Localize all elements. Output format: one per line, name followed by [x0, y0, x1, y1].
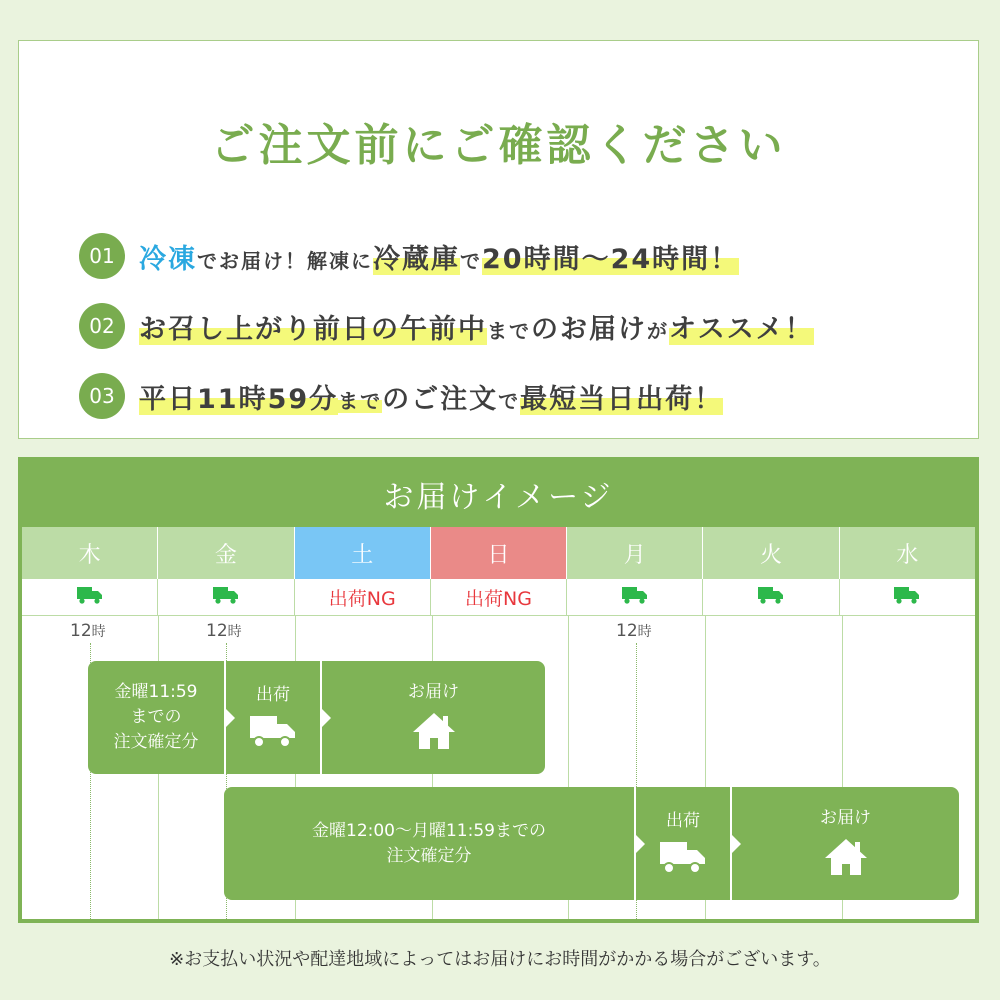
day-mon: 月: [567, 527, 703, 579]
ship-segment: 出荷: [636, 787, 730, 900]
truck-icon: [213, 586, 239, 609]
notice-card: [18, 40, 979, 439]
ship-thu: [22, 579, 158, 615]
day-row: [22, 527, 975, 579]
time-label-thu: 12時: [70, 621, 106, 641]
point-number: 03: [79, 373, 125, 419]
delivery-bar-weekday: [88, 661, 545, 774]
point-number: 01: [79, 233, 125, 279]
time-label-mon: 12時: [616, 621, 652, 641]
day-fri: 金: [158, 527, 294, 579]
point-01: 01 冷凍でお届け！解凍に冷蔵庫で20時間〜24時間！: [79, 231, 739, 281]
ship-wed: [840, 579, 975, 615]
deliver-segment: お届け: [732, 787, 959, 900]
day-thu: 木: [22, 527, 158, 579]
day-sat: 土: [295, 527, 431, 579]
delivery-bar-weekend: [224, 787, 959, 900]
shipping-row: [22, 579, 975, 616]
day-sun: 日: [431, 527, 567, 579]
point-03: 03 平日11時59分までのご注文で最短当日出荷！: [79, 371, 723, 421]
point-02: 02 お召し上がり前日の午前中までのお届けがオススメ！: [79, 301, 814, 351]
point-number: 02: [79, 303, 125, 349]
truck-icon: [77, 586, 103, 609]
footnote: ※お支払い状況や配達地域によってはお届けにお時間がかかる場合がございます。: [169, 949, 831, 970]
schedule-header: お届けイメージ: [22, 461, 975, 527]
ship-fri: [158, 579, 294, 615]
truck-icon: [894, 586, 920, 609]
order-cutoff-text: 金曜12:00〜月曜11:59までの 注文確定分: [312, 820, 546, 866]
truck-icon: [622, 586, 648, 609]
time-label-fri: 12時: [206, 621, 242, 641]
deliver-segment: お届け: [322, 661, 545, 774]
ship-segment: 出荷: [226, 661, 320, 774]
truck-icon: [660, 840, 706, 878]
day-tue: 火: [703, 527, 839, 579]
truck-icon: [250, 714, 296, 752]
ship-sun: 出荷NG: [431, 579, 567, 615]
ship-mon: [567, 579, 703, 615]
ship-sat: 出荷NG: [295, 579, 431, 615]
notice-title: ご注文前にご確認ください: [210, 120, 787, 171]
ship-tue: [703, 579, 839, 615]
order-cutoff-text: 金曜11:59 までの 注文確定分: [113, 682, 199, 752]
delivery-schedule: [18, 457, 979, 923]
house-icon: [823, 837, 869, 881]
order-cutoff-segment: [88, 661, 224, 774]
truck-icon: [758, 586, 784, 609]
day-wed: 水: [840, 527, 975, 579]
order-cutoff-segment: [224, 787, 634, 900]
house-icon: [411, 711, 457, 755]
